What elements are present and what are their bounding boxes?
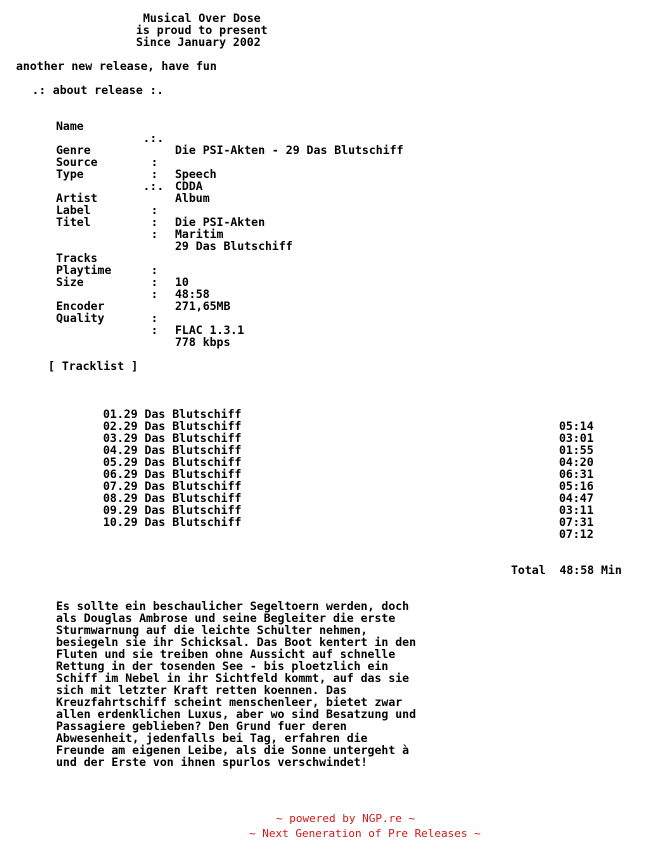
footer-slogan: ~ Next Generation of Pre Releases ~ [249,827,481,840]
info-label: Titel [56,215,91,229]
info-label: Size [56,275,84,289]
release-info [0,0,648,349]
info-label: Name [56,119,84,133]
info-separator: .:. [143,179,164,193]
info-separator: : [151,311,158,325]
total-playtime: Total 48:58 Min [511,563,622,577]
info-value: Album [175,191,210,205]
description-line: allen erdenklichen Luxus, aber wo sind Besatzung und [56,707,417,721]
track-title: 01.29 Das Blutschiff [103,407,242,421]
track-time: 03:11 [559,503,594,517]
info-label: Encoder [56,299,105,313]
info-separator: .:. [143,131,164,145]
description-line: Sturmwarnung auf die leichte Schulter nehmen, [56,623,368,637]
info-value: Die PSI-Akten - 29 Das Blutschiff [175,143,404,157]
info-value: CDDA [175,179,203,193]
footer-powered-by: ~ powered by NGP.re ~ [276,812,416,825]
track-title: 09.29 Das Blutschiff [103,503,242,517]
info-value: 48:58 [175,287,210,301]
track-time: 07:12 [559,527,594,541]
info-label: Source [56,155,98,169]
info-label: Label [56,203,91,217]
info-value: 778 kbps [175,335,231,349]
description-line: besiegeln sie ihr Schicksal. Das Boot kentert in den [56,635,417,649]
about-heading: .: about release :. [32,83,164,97]
info-value: 271,65MB [175,299,231,313]
track-time: 05:16 [559,479,594,493]
info-separator: : [151,275,158,289]
info-label: Playtime [56,263,112,277]
info-separator: : [151,287,158,301]
description-line: Passagiere geblieben? Den Grund fuer deren [56,719,347,733]
track-title: 02.29 Das Blutschiff [103,419,242,433]
track-time: 06:31 [559,467,594,481]
track-title: 10.29 Das Blutschiff [103,515,242,529]
tagline: another new release, have fun [16,59,217,73]
info-value: Maritim [175,227,224,241]
info-separator: : [151,155,158,169]
info-separator: : [151,215,158,229]
track-title: 04.29 Das Blutschiff [103,443,242,457]
description-line: Rettung in der tosenden See - bis ploetzlich ein [56,659,389,673]
description-line: sich mit letzter Kraft retten koennen. Das [56,683,347,697]
track-time: 07:31 [559,515,594,529]
description-line: Kreuzfahrtschiff scheint menschenleer, bietet zwar [56,695,403,709]
info-label: Quality [56,311,105,325]
info-separator: : [151,203,158,217]
description-line: und der Erste von ihnen spurlos verschwindet! [56,755,368,769]
info-value: FLAC 1.3.1 [175,323,245,337]
track-time: 05:14 [559,419,594,433]
track-title: 07.29 Das Blutschiff [103,479,242,493]
track-time: 04:20 [559,455,594,469]
header-line-3: Since January 2002 [136,35,261,49]
info-separator: : [151,227,158,241]
info-separator: : [151,263,158,277]
info-label: Tracks [56,251,98,265]
info-label: Genre [56,143,91,157]
track-title: 08.29 Das Blutschiff [103,491,242,505]
info-separator: : [151,323,158,337]
header-line-1: Musical Over Dose [143,11,261,25]
info-value: Die PSI-Akten [175,215,266,229]
description-line: Es sollte ein beschaulicher Segeltoern werden, doch [56,599,410,613]
info-value: Speech [175,167,217,181]
description-line: Schiff im Nebel in ihr Sichtfeld kommt, auf das sie [56,671,410,685]
description-line: Freunde am eigenen Leibe, als die Sonne untergeht à [56,743,410,757]
track-time: 04:47 [559,491,594,505]
track-time: 03:01 [559,431,594,445]
info-label: Type [56,167,84,181]
info-separator: : [151,167,158,181]
info-value: 10 [175,275,189,289]
track-title: 05.29 Das Blutschiff [103,455,242,469]
description-line: als Douglas Ambrose und seine Begleiter die erste [56,611,396,625]
track-time: 01:55 [559,443,594,457]
tracklist-heading: [ Tracklist ] [48,359,139,373]
description-line: Fluten und sie treiben ohne Aussicht auf schnelle [56,647,396,661]
track-title: 06.29 Das Blutschiff [103,467,242,481]
track-title: 03.29 Das Blutschiff [103,431,242,445]
description-line: Abwesenheit, jedenfalls bei Tag, erfahren die [56,731,368,745]
info-label: Artist [56,191,98,205]
header-line-2: is proud to present [136,23,268,37]
info-value: 29 Das Blutschiff [175,239,293,253]
